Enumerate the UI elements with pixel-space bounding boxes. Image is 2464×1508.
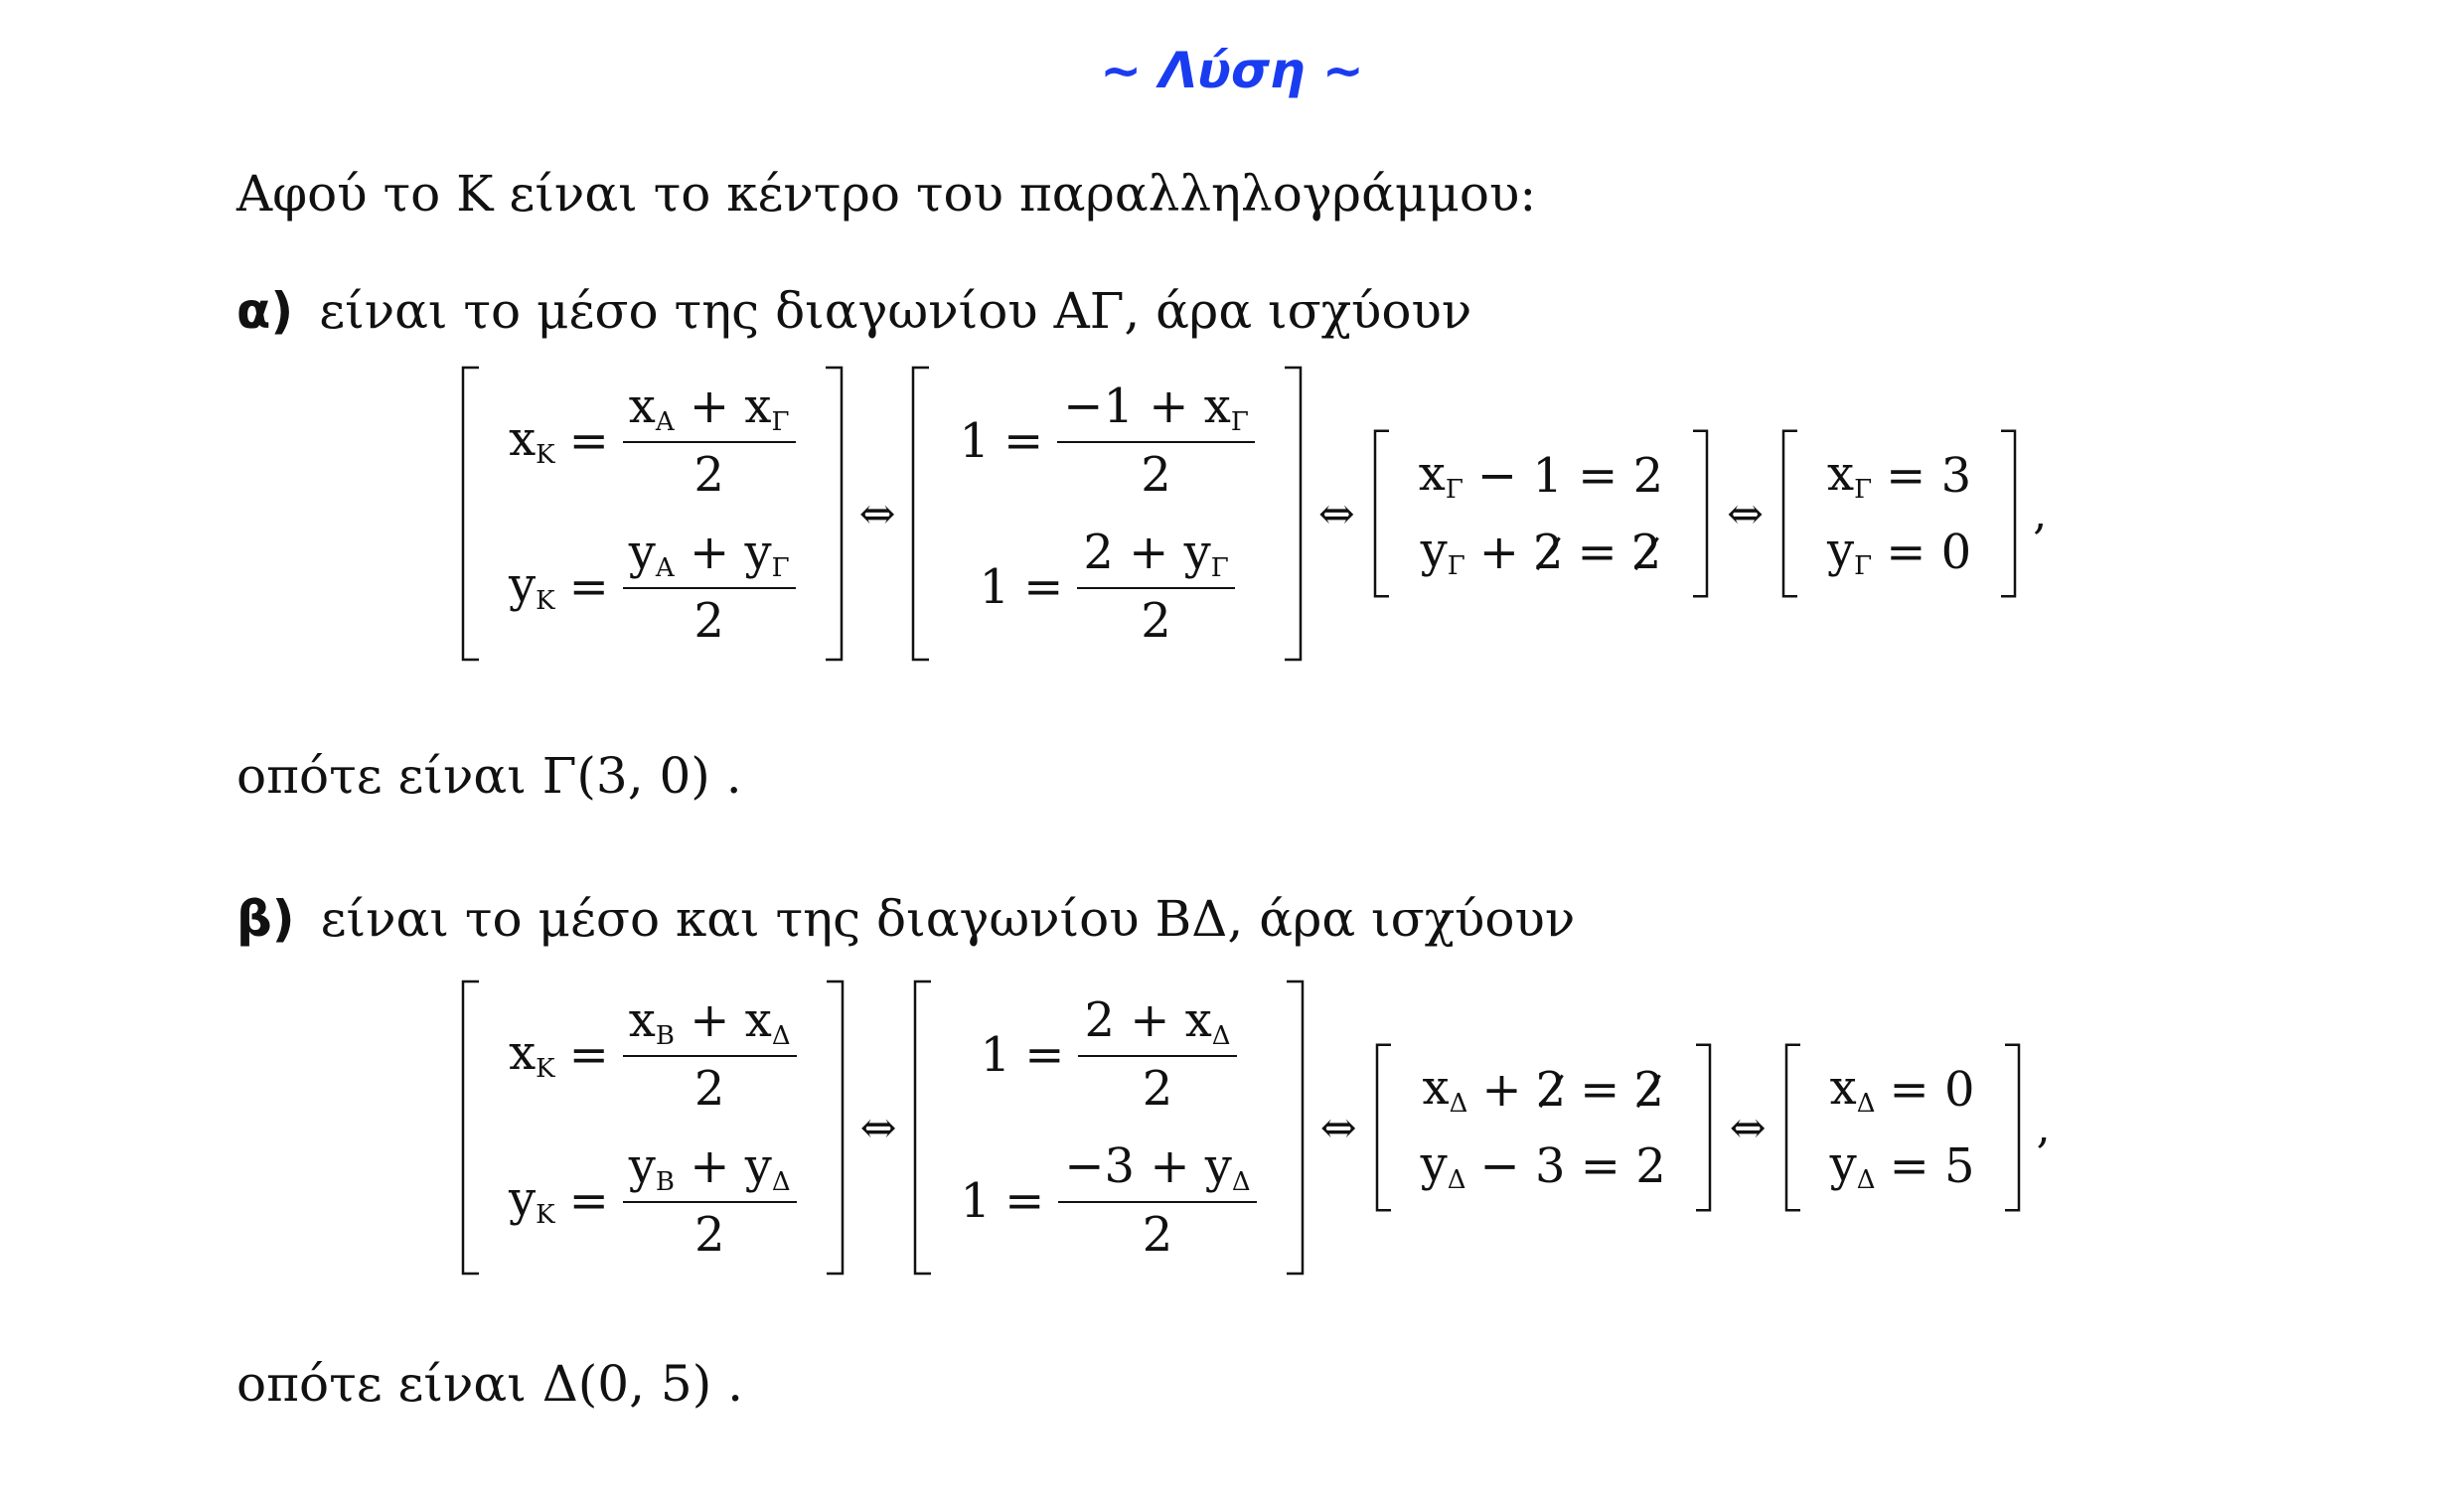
part-a-line [236,282,1471,340]
var: x [1418,446,1446,502]
plus-sign: + [690,1138,730,1194]
var: x [509,411,537,467]
denominator: 2 [693,1061,725,1117]
var: y [628,1138,656,1194]
var: y [1420,1136,1448,1192]
fraction [1057,378,1255,503]
part-a-label: α) [236,282,294,340]
expression: − 3 = 2 [1479,1137,1666,1194]
left-brace [1775,429,1803,598]
var: y [1827,523,1855,578]
subscript: Δ [1231,1167,1251,1197]
iff-symbol: ⇔ [1319,1102,1357,1153]
part-a-equation-chain [457,370,2047,658]
part-a-text: είναι το μέσο της διαγωνίου ΑΓ, άρα ισχύουν [319,282,1472,340]
subscript: Γ [1854,551,1873,581]
var: y [744,1138,772,1194]
part-b-label: β) [236,890,295,948]
subscript: Γ [1445,475,1463,505]
numerator: −3 + y [1064,1138,1232,1194]
denominator: 2 [1142,1061,1173,1117]
right-bracket [821,979,848,1277]
value: 1 [979,558,1010,615]
subscript: Γ [1230,407,1249,437]
solution-heading: ~ Λύση ~ [1100,42,1364,99]
subscript: Α [655,553,675,583]
var: x [1827,446,1855,502]
var: x [628,992,656,1048]
var: x [744,378,772,434]
var: x [744,992,772,1048]
var: y [1829,1136,1857,1192]
equation-2 [1827,523,1971,581]
value: 1 [959,412,991,469]
equation-1 [961,992,1257,1117]
subscript: Β [655,1021,675,1051]
fraction [1058,1138,1256,1263]
expression: = 3 [1886,447,1972,504]
equation-1 [1827,446,1971,505]
part-a-system-3 [1367,429,1715,598]
part-b-system-4 [1778,1043,2027,1212]
expression: = 0 [1889,1061,1975,1118]
denominator: 2 [693,447,724,503]
subscript: Κ [536,1054,555,1084]
subscript: Α [655,407,675,437]
equals-sign: = [1004,1172,1045,1229]
subscript: Γ [771,407,790,437]
right-brace [1687,429,1715,598]
comma: , [2033,488,2048,539]
left-brace [1778,1043,1806,1212]
cancelled-term: 2 [1535,1061,1567,1118]
equals-sign: = [568,558,609,615]
denominator: 2 [1142,1207,1173,1263]
iff-symbol: ⇔ [1727,488,1765,539]
fraction [623,525,796,649]
iff-symbol: ⇔ [859,1102,897,1153]
var: y [1420,523,1448,578]
right-bracket [820,365,847,663]
subscript: Γ [771,553,790,583]
var: y [509,557,537,613]
subscript: Γ [1447,551,1465,581]
part-a-system-1 [457,365,847,663]
subscript: Κ [536,586,555,616]
part-a-conclusion: οπότε είναι Γ(3, 0) . [236,747,742,805]
subscript: Δ [1856,1165,1876,1195]
equation-xk [509,992,797,1117]
subscript: Γ [1854,475,1873,505]
subscript: Δ [771,1167,791,1197]
equals-sign: = [568,1026,609,1083]
subscript: Δ [771,1021,791,1051]
subscript: Β [655,1167,676,1197]
value: 1 [980,1026,1011,1083]
fraction [623,992,797,1117]
part-b-text: είναι το μέσο και της διαγωνίου ΒΔ, άρα ισχύουν [320,890,1576,948]
equation-2 [1421,1136,1666,1195]
numerator: 2 + y [1083,525,1211,580]
left-bracket [909,979,937,1277]
denominator: 2 [693,1207,725,1263]
equation-2 [1419,523,1663,581]
intro-text: Αφού το Κ είναι το κέντρο του παραλληλογράμμου: [236,165,1537,223]
var: x [1829,1060,1857,1116]
expression: = 5 [1889,1137,1975,1194]
subscript: Δ [1856,1089,1876,1119]
iff-symbol: ⇔ [1729,1102,1767,1153]
equals-sign: = [1003,412,1044,469]
equation-1 [1830,1060,1975,1119]
equation-2 [961,1138,1257,1263]
denominator: 2 [693,593,724,649]
equation-1 [1419,446,1663,505]
part-a-system-2 [907,365,1306,663]
iff-symbol: ⇔ [1317,488,1355,539]
expression: − 1 = 2 [1476,447,1664,504]
equals-sign: = [1577,524,1617,580]
subscript: Δ [1447,1165,1466,1195]
equation-yk [509,525,796,649]
fraction [1077,525,1234,649]
part-b-line [236,890,1575,948]
equals-sign: = [568,1172,609,1229]
var: x [509,1025,537,1081]
subscript: Γ [1210,553,1229,583]
equals-sign: = [1024,1026,1065,1083]
right-brace [1999,1043,2027,1212]
var: y [628,525,656,580]
comma: , [2036,1102,2051,1153]
iff-symbol: ⇔ [858,488,896,539]
var: x [628,378,656,434]
left-bracket [907,365,935,663]
subscript: Δ [1211,1021,1231,1051]
expression: = 0 [1886,524,1972,580]
equation-2 [959,525,1254,649]
equation-xk [509,378,796,503]
part-b-system-1 [457,979,848,1277]
fraction [1078,992,1236,1117]
equation-yk [509,1138,797,1263]
subscript: Κ [536,440,555,470]
right-bracket [1279,365,1307,663]
var: x [1422,1060,1450,1116]
part-b-system-2 [909,979,1309,1277]
numerator: 2 + x [1084,992,1212,1048]
denominator: 2 [1141,593,1171,649]
left-bracket [457,979,485,1277]
part-b-system-3 [1369,1043,1718,1212]
subscript: Κ [536,1200,555,1230]
value: 1 [960,1172,992,1229]
plus-sign: + [689,378,730,434]
fraction [623,378,796,503]
denominator: 2 [1141,447,1171,503]
plus-sign: + [1478,524,1519,580]
left-brace [1369,1043,1397,1212]
plus-sign: + [1481,1061,1522,1118]
part-b-equation-chain [457,983,2051,1272]
fraction [623,1138,797,1263]
part-b-conclusion: οπότε είναι Δ(0, 5) . [236,1355,744,1413]
right-brace [1995,429,2023,598]
numerator: −1 + x [1063,378,1231,434]
var: y [509,1171,537,1227]
cancelled-term: 2 [1630,524,1662,580]
equals-sign: = [568,412,609,469]
plus-sign: + [689,525,730,580]
subscript: Δ [1449,1089,1468,1119]
equals-sign: = [1023,558,1064,615]
left-brace [1367,429,1395,598]
cancelled-term: 2 [1532,524,1564,580]
left-bracket [457,365,485,663]
equation-1 [959,378,1254,503]
part-a-system-4 [1775,429,2023,598]
right-brace [1690,1043,1718,1212]
equation-2 [1830,1136,1975,1195]
right-bracket [1281,979,1309,1277]
cancelled-term: 2 [1633,1061,1664,1118]
var: y [744,525,772,580]
equals-sign: = [1580,1061,1620,1118]
plus-sign: + [690,992,730,1048]
equation-1 [1421,1060,1666,1119]
